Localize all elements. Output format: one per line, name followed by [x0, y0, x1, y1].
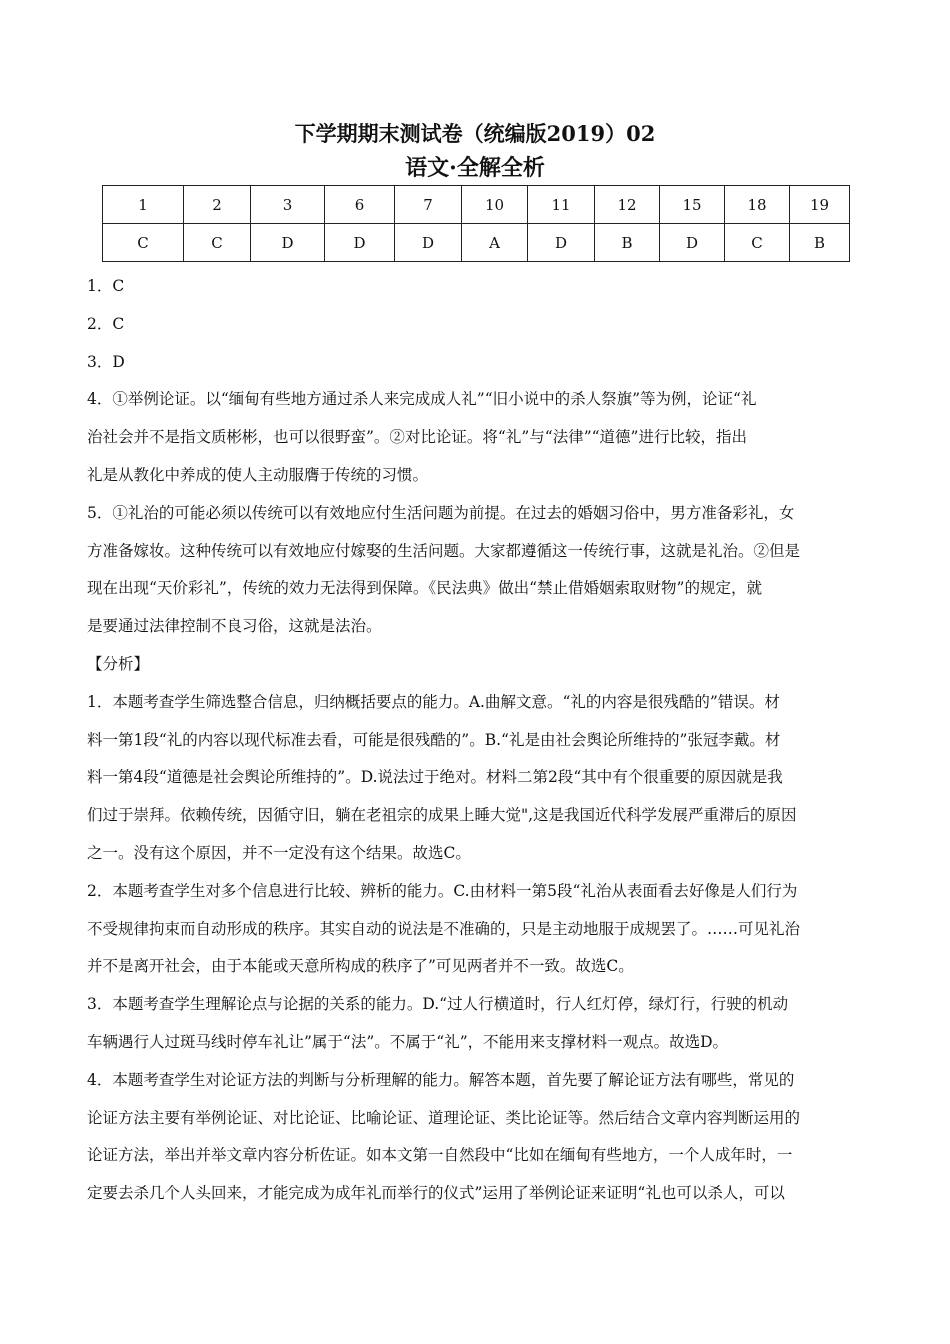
text-line: 1．C [87, 277, 125, 295]
question-number-row [103, 186, 850, 224]
answer-cell: B [790, 224, 850, 262]
question-number-cell: 18 [725, 186, 790, 224]
text-line: 3．D [87, 352, 125, 371]
analysis-heading: 【分析】 [87, 654, 150, 673]
answer-table [102, 185, 850, 262]
text-line: 不受规律拘束而自动形成的秩序。其实自动的说法是不准确的，只是主动地服于成规罢了。……可见礼治 [87, 919, 801, 938]
answer-cell: D [660, 224, 725, 262]
text-line: 定要去杀几个人头回来，才能完成为成年礼而举行的仪式”运用了举例论证来证明“礼也可以杀人，可以 [87, 1184, 785, 1203]
text-line: 2．C [87, 314, 125, 333]
answer-cell: C [725, 224, 790, 262]
text-line: 们过于崇拜。依赖传统，因循守旧，躺在老祖宗的成果上睡大觉",这是我国近代科学发展严重滞后的原因 [87, 806, 797, 825]
text-line: 论证方法主要有举例论证、对比论证、比喻论证、道理论证、类比论证等。然后结合文章内容判断运用的 [87, 1108, 801, 1127]
question-number-cell: 12 [595, 186, 660, 224]
document-title: 下学期期末测试卷（统编版2019）02 [294, 121, 656, 146]
answer-cell: D [251, 224, 325, 262]
answer-cell: C [103, 224, 184, 262]
answer-cell: D [528, 224, 595, 262]
text-line: 1．本题考查学生筛选整合信息，归纳概括要点的能力。A.曲解文意。“礼的内容是很残酷的”错误。材 [87, 692, 780, 711]
answer-cell: D [395, 224, 462, 262]
text-line: 治社会并不是指文质彬彬，也可以很野蛮”。②对比论证。将“礼”与“法律”“道德”进行比较，指出 [87, 428, 747, 447]
text-line: 礼是从教化中养成的使人主动服膺于传统的习惯。 [87, 465, 429, 484]
text-line: 3．本题考查学生理解论点与论据的关系的能力。D.“过人行横道时，行人红灯停，绿灯行，行驶的机动 [87, 995, 789, 1014]
document-subtitle: 语文·全解全析 [405, 155, 545, 181]
answer-row [103, 224, 850, 262]
answer-cell: B [595, 224, 660, 262]
question-number-cell: 15 [660, 186, 725, 224]
answer-cell: A [462, 224, 528, 262]
question-number-cell: 11 [528, 186, 595, 224]
text-line: 4．①举例论证。以“缅甸有些地方通过杀人来完成成人礼”“旧小说中的杀人祭旗”等为例，论证“礼 [87, 390, 757, 409]
question-number-cell: 3 [251, 186, 325, 224]
text-line: 车辆遇行人过斑马线时停车礼让”属于“法”。不属于“礼”，不能用来支撑材料一观点。故选D。 [87, 1032, 729, 1051]
answer-cell: C [184, 224, 251, 262]
text-line: 现在出现“天价彩礼”，传统的效力无法得到保障。《民法典》做出“禁止借婚姻索取财物”的规定，就 [87, 579, 762, 598]
text-line: 2．本题考查学生对多个信息进行比较、辨析的能力。C.由材料一第5段“礼治从表面看去好像是人们行为 [87, 881, 798, 900]
text-line: 5．①礼治的可能必须以传统可以有效地应付生活问题为前提。在过去的婚姻习俗中，男方准备彩礼，女 [87, 503, 795, 522]
answer-explanation-body [87, 268, 865, 1213]
question-number-cell: 6 [325, 186, 395, 224]
question-number-cell: 2 [184, 186, 251, 224]
text-line: 方准备嫁妆。这种传统可以有效地应付嫁娶的生活问题。大家都遵循这一传统行事，这就是礼治。②但是 [87, 541, 801, 560]
text-line: 4．本题考查学生对论证方法的判断与分析理解的能力。解答本题，首先要了解论证方法有哪些，常见的 [87, 1070, 795, 1089]
text-line: 是要通过法律控制不良习俗，这就是法治。 [87, 617, 382, 636]
answer-cell: D [325, 224, 395, 262]
question-number-cell: 10 [462, 186, 528, 224]
text-line: 并不是离开社会，由于本能或天意所构成的秩序了”可见两者并不一致。故选C。 [87, 957, 634, 976]
text-line: 料一第1段“礼的内容以现代标准去看，可能是很残酷的”。B.“礼是由社会舆论所维持的”张冠李戴。材 [87, 730, 781, 749]
text-line: 料一第4段“道德是社会舆论所维持的”。D.说法过于绝对。材料二第2段“其中有个很重要的原因就是我 [87, 768, 783, 787]
question-number-cell: 19 [790, 186, 850, 224]
text-line: 论证方法，举出并举文章内容分析佐证。如本文第一自然段中“比如在缅甸有些地方，一个人成年时，一 [87, 1146, 793, 1165]
text-line: 之一。没有这个原因，并不一定没有这个结果。故选C。 [87, 843, 471, 862]
question-number-cell: 7 [395, 186, 462, 224]
question-number-cell: 1 [103, 186, 184, 224]
